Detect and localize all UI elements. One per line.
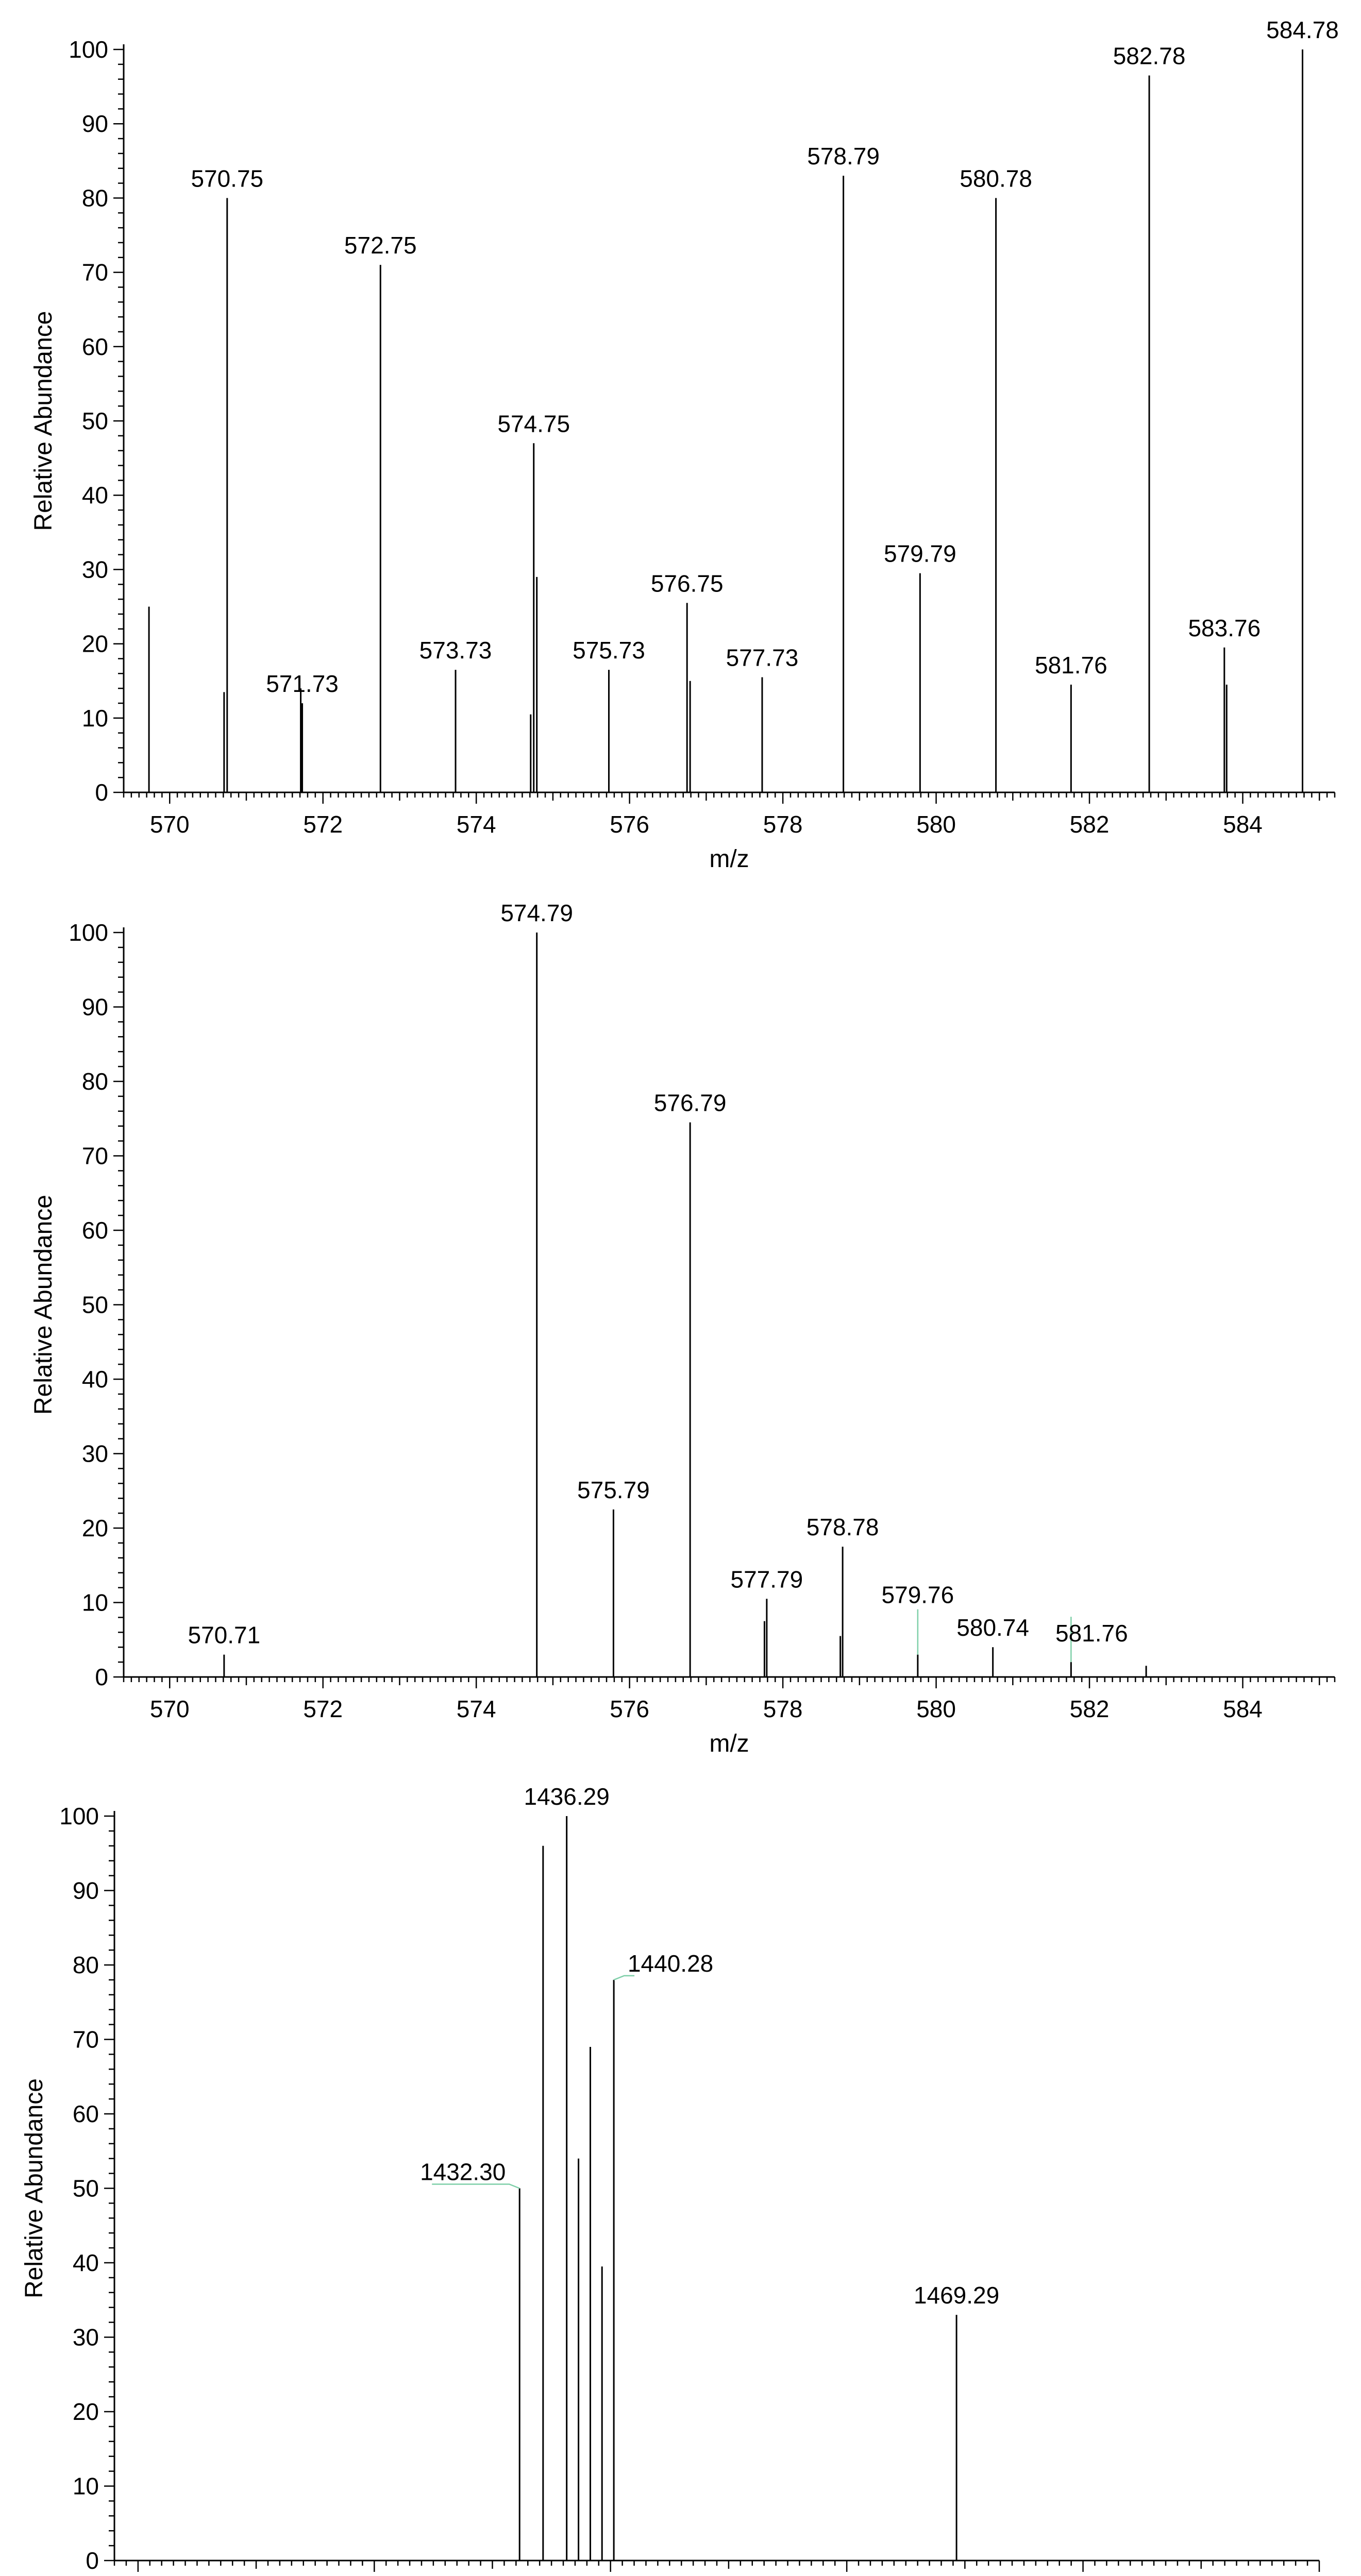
x-tick-label: 578 [763,1696,803,1722]
peak-label: 576.75 [650,570,724,597]
y-tick-label: 70 [72,2026,99,2053]
peak-label: 583.76 [1188,614,1261,641]
x-tick-label: 570 [149,811,190,838]
y-tick-label: 30 [81,1440,108,1467]
x-tick-label: 572 [303,1696,343,1722]
peak-label: 575.79 [577,1476,650,1503]
y-tick-label: 90 [81,993,108,1021]
y-tick-label: 0 [95,779,108,806]
peak-label: 1432.30 [420,2158,506,2185]
y-tick-label: 60 [81,333,108,360]
peak-label: 573.73 [419,637,492,664]
y-tick-label: 80 [81,1068,108,1095]
x-tick-label: 578 [763,811,803,838]
y-tick-label: 100 [59,1803,99,1829]
x-tick-label: 582 [1069,811,1110,838]
y-tick-label: 30 [81,556,108,583]
peak-label: 576.79 [653,1089,727,1116]
x-tick-label: 580 [916,811,956,838]
peak-label: 574.75 [497,410,570,437]
spectrum-panel-2 [30,900,1335,1757]
spectrum-panel-1 [30,16,1339,873]
peak-label: 584.78 [1266,16,1339,43]
y-tick-label: 80 [72,1952,99,1978]
x-tick-label: 572 [303,811,343,838]
peak-label: 581.76 [1055,1620,1128,1647]
peak-label: 579.79 [883,540,956,567]
y-tick-label: 80 [81,184,108,212]
peak-label: 1469.29 [913,2282,1000,2309]
y-axis-title: Relative Abundance [30,311,57,531]
y-tick-label: 50 [81,1291,108,1318]
x-tick-label: 570 [149,1696,190,1722]
peak-label: 580.78 [960,165,1032,192]
y-tick-label: 20 [81,1515,108,1541]
peak-label: 582.78 [1113,42,1186,70]
peak-label: 574.79 [500,900,574,926]
x-tick-label: 576 [610,1696,650,1722]
x-tick-label: 584 [1223,811,1263,838]
y-tick-label: 10 [81,1589,108,1616]
peak-label: 570.71 [188,1621,261,1649]
peak-label: 572.75 [344,232,417,259]
x-tick-label: 574 [456,1696,496,1722]
peak-label: 581.76 [1035,651,1107,679]
y-tick-label: 30 [72,2324,99,2351]
peak-label: 571.73 [266,670,339,697]
peak-label: 580.74 [956,1614,1029,1641]
y-axis-title: Relative Abundance [30,1195,57,1415]
peak-label: 575.73 [573,637,645,664]
peak-label: 1440.28 [627,1950,714,1977]
x-tick-label: 576 [610,811,650,838]
y-tick-label: 40 [81,1366,108,1393]
y-tick-label: 50 [81,408,108,434]
peak-label: 577.73 [726,644,799,671]
x-tick-label: 582 [1069,1696,1110,1722]
peak-label: 578.79 [807,143,880,170]
peak-label: 570.75 [191,165,264,192]
y-tick-label: 60 [81,1217,108,1244]
y-tick-label: 0 [86,2547,99,2574]
y-tick-label: 20 [72,2398,99,2425]
peak-label: 578.78 [806,1514,879,1541]
x-tick-label: 584 [1223,1696,1263,1722]
y-tick-label: 100 [69,36,108,63]
y-tick-label: 40 [72,2249,99,2276]
peak-label: 577.79 [730,1566,803,1593]
y-tick-label: 10 [72,2472,99,2500]
y-tick-label: 70 [81,259,108,286]
x-tick-label: 580 [916,1696,956,1722]
y-tick-label: 0 [95,1664,108,1690]
x-tick-label: 574 [456,811,496,838]
spectrum-panel-3 [21,1783,1346,2576]
x-axis-title: m/z [709,845,749,873]
y-tick-label: 90 [72,1877,99,1904]
y-tick-label: 10 [81,704,108,732]
y-tick-label: 70 [81,1142,108,1170]
x-axis-title: m/z [709,1730,749,1757]
y-axis-title: Relative Abundance [21,2078,48,2298]
y-tick-label: 100 [69,919,108,946]
y-tick-label: 20 [81,630,108,657]
y-tick-label: 50 [72,2175,99,2202]
y-tick-label: 60 [72,2100,99,2127]
peak-label: 579.76 [881,1581,954,1608]
y-tick-label: 90 [81,110,108,138]
y-tick-label: 40 [81,482,108,509]
peak-label: 1436.29 [524,1783,610,1810]
